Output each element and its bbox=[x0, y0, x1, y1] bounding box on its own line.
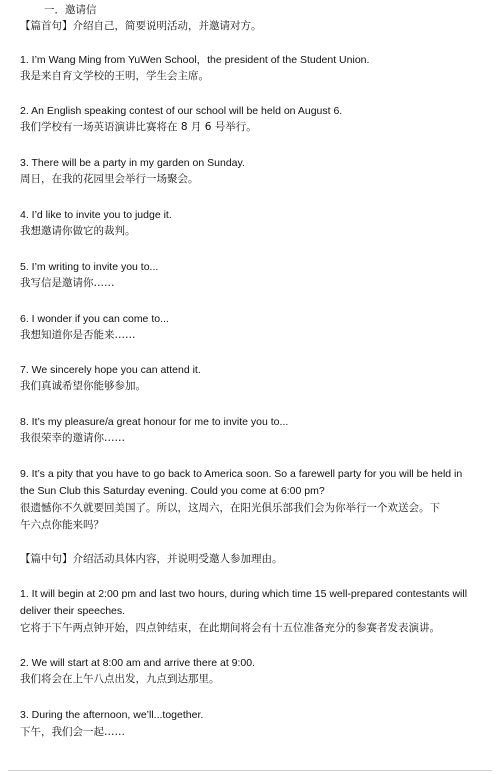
item-8-cn: 我很荣幸的邀请你…… bbox=[20, 432, 125, 444]
item-7-en: 7. We sincerely hope you can attend it. bbox=[20, 364, 201, 376]
mid-2-cn: 我们将会在上午八点出发，九点到达那里。 bbox=[20, 673, 220, 685]
item-8-en: 8. It’s my pleasure/a great honour for me to invite you to... bbox=[20, 416, 289, 428]
item-9-cn-line-1: 很遗憾你不久就要回美国了。所以，这周六，在阳光俱乐部我们会为你举行一个欢送会。下 bbox=[20, 502, 440, 514]
item-6-en: 6. I wonder if you can come to... bbox=[20, 313, 169, 325]
page-bottom-rule bbox=[8, 770, 492, 771]
item-2-cn: 我们学校有一场英语演讲比赛将在 8 月 6 号举行。 bbox=[20, 121, 257, 133]
section-middle-title: 【篇中句】介绍活动具体内容，并说明受邀人参加理由。 bbox=[20, 553, 283, 565]
item-9-en-line-1: 9. It’s a pity that you have to go back to America soon. So a farewell party for you will be held in bbox=[20, 468, 463, 480]
mid-3-en: 3. During the afternoon, we’ll...together. bbox=[20, 709, 204, 721]
item-7-cn: 我们真诚希望你能够参加。 bbox=[20, 380, 146, 392]
section-opening-title: 【篇首句】介绍自己，简要说明活动，并邀请对方。 bbox=[20, 20, 262, 32]
item-9-cn-line-2: 午六点你能来吗？ bbox=[20, 519, 104, 531]
item-5-cn: 我写信是邀请你…… bbox=[20, 277, 115, 289]
item-1-en: 1. I’m Wang Ming from YuWen School，the president of the Student Union. bbox=[20, 54, 370, 66]
mid-1-en-line-1: 1. It will begin at 2:00 pm and last two hours, during which time 15 well-prepared contestants will bbox=[20, 588, 468, 600]
mid-3-cn: 下午，我们会一起…… bbox=[20, 726, 125, 738]
item-4-cn: 我想邀请你做它的裁判。 bbox=[20, 225, 136, 237]
item-5-en: 5. I’m writing to invite you to... bbox=[20, 261, 159, 273]
mid-1-cn: 它将于下午两点钟开始，四点钟结束，在此期间将会有十五位准备充分的参赛者发表演讲。 bbox=[20, 622, 440, 634]
mid-2-en: 2. We will start at 8:00 am and arrive there at 9:00. bbox=[20, 657, 256, 669]
item-9-en-line-2: the Sun Club this Saturday evening. Could you come at 6:00 pm? bbox=[20, 485, 325, 497]
item-4-en: 4. I’d like to invite you to judge it. bbox=[20, 209, 172, 221]
mid-1-en-line-2: deliver their speeches. bbox=[20, 605, 126, 617]
item-1-cn: 我是来自育文学校的王明，学生会主席。 bbox=[20, 70, 209, 82]
item-6-cn: 我想知道你是否能来…… bbox=[20, 329, 136, 341]
item-3-en: 3. There will be a party in my garden on Sunday. bbox=[20, 157, 245, 169]
item-2-en: 2. An English speaking contest of our school will be held on August 6. bbox=[20, 105, 343, 117]
item-3-cn: 周日，在我的花园里会举行一场聚会。 bbox=[20, 173, 199, 185]
heading-invitation-letter: 一．邀请信 bbox=[44, 4, 97, 16]
